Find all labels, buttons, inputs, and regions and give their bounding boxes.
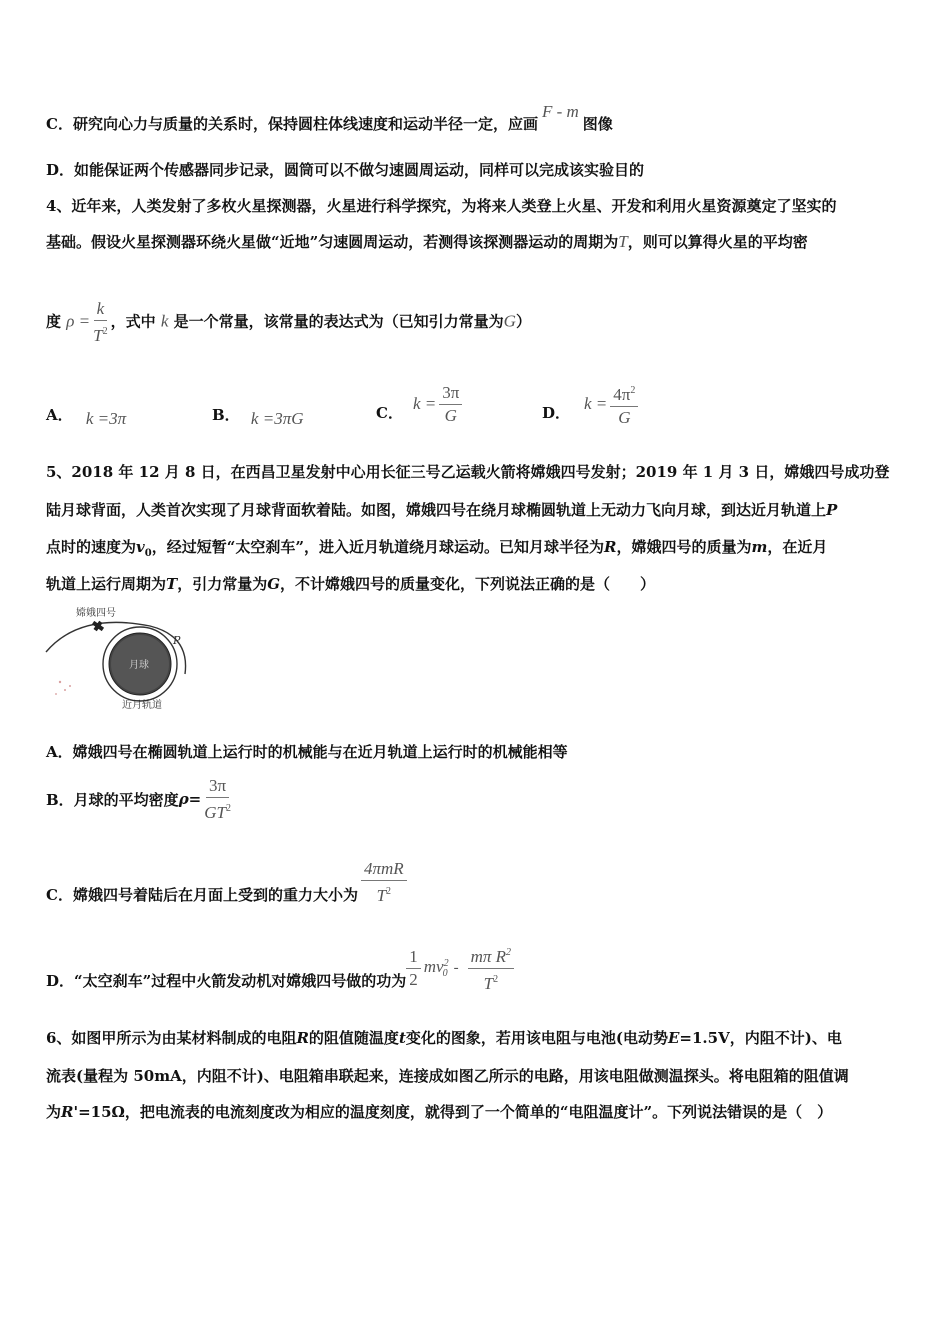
q5-option-b-den: GT: [204, 802, 226, 822]
q5-r-symbol: R: [603, 538, 617, 556]
q5-option-d-mv-text: mv: [423, 956, 444, 976]
q4-density-fraction: $\frac{k}{T^2}$: [93, 299, 108, 345]
q4-option-d-label: D．: [542, 403, 571, 422]
q5-option-b-rho: ρ=: [178, 790, 202, 808]
orbit-label: 近月轨道: [122, 700, 162, 711]
q4-stem-line3-a: 度: [46, 312, 62, 331]
q5-option-c: [46, 856, 410, 908]
q4-option-c-fraction: [439, 384, 462, 425]
q5-option-a: A．嫦娥四号在椭圆轨道上运行时的机械能与在近月轨道上运行时的机械能相等: [46, 743, 568, 761]
q4-option-d-fraction: $\frac{4\pi^2}{G}$: [610, 382, 638, 427]
q4-stem-line3-c: 是一个常量，该常量的表达式为（已知引力常量为: [173, 312, 504, 331]
q4-stem-line2-b: ，则可以算得火星的平均密: [627, 233, 808, 251]
q4-density-den: T: [93, 326, 103, 345]
q4-stem-line3: [46, 300, 531, 345]
q4-period-symbol: T: [618, 232, 628, 251]
q5-option-d-half-den: 2: [409, 969, 418, 989]
q6-stem-line3-a: 为: [46, 1103, 62, 1121]
q4-option-a-label: A．: [46, 406, 73, 424]
q4-option-a: [46, 404, 127, 428]
q6-rprime-symbol: R': [61, 1103, 79, 1121]
q6-stem-line1: [46, 1028, 842, 1048]
q5-stem-line3: [46, 537, 827, 564]
q5-option-b: [46, 774, 234, 824]
q4-g-symbol: G: [503, 311, 516, 331]
q5-option-b-text: B．月球的平均密度: [46, 790, 179, 809]
q4-option-b-label: B．: [212, 406, 240, 424]
q5-point-p: P: [826, 501, 838, 519]
q6-e-symbol: E: [667, 1029, 680, 1047]
probe-label: 嫦娥四号: [76, 608, 116, 619]
q4-stem-line2-a: 基础。假设火星探测器环绕火星做“近地”匀速圆周运动，若测得该探测器运动的周期为: [46, 233, 619, 251]
q3-option-c-formula: F - m: [541, 102, 579, 121]
q6-stem-line3: [46, 1102, 832, 1122]
q5-option-d-half-num: 1: [406, 948, 421, 969]
q6-r-symbol: R: [296, 1029, 309, 1047]
q4-option-d-den: G: [618, 407, 631, 427]
q5-option-c-den: T: [376, 885, 387, 905]
q5-option-d-num: mπ R: [470, 946, 507, 966]
q6-stem-line2: 流表(量程为 50mA，内阻不计)、电阻箱串联起来，连接成如图乙所示的电路，用该电阻做测温探头。将电阻箱的阻值调: [46, 1067, 849, 1085]
q4-option-c-num: 3π: [439, 384, 462, 405]
q4-rho: ρ =: [66, 311, 91, 331]
q5-g-symbol: G: [267, 575, 281, 593]
q5-stem-line4-b: ，引力常量为: [177, 575, 268, 593]
moon-label: 月球: [129, 660, 149, 671]
q4-option-d-num: 4π: [613, 384, 631, 404]
q5-option-c-text: C．嫦娥四号着陆后在月面上受到的重力大小为: [46, 885, 358, 904]
q6-stem-line1-d: =1.5V，内阻不计)、电: [679, 1029, 842, 1047]
q5-option-d-mv: $mv^2_0$: [423, 956, 449, 980]
q4-option-c-den: G: [444, 405, 457, 425]
q4-option-d: [542, 380, 641, 428]
probe-icon: [90, 618, 106, 633]
q4-stem-line2: [46, 232, 808, 252]
q4-stem-line1: 4、近年来，人类发射了多枚火星探测器，火星进行科学探究，为将来人类登上火星、开发和利用火星资源奠定了坚实的: [46, 197, 837, 215]
q5-v0: v: [136, 538, 145, 556]
q6-stem-line1-c: 变化的图象，若用该电阻与电池(电动势: [405, 1029, 668, 1047]
q5-stem-line3-a: 点时的速度为: [46, 538, 137, 556]
q5-stem-line4-c: ，不计嫦娥四号的质量变化，下列说法正确的是（ ）: [280, 575, 656, 593]
q5-stem-line1: 5、2018 年 12 月 8 日，在西昌卫星发射中心用长征三号乙运载火箭将嫦娥四号发射；2019 年 1 月 3 日，嫦娥四号成功登: [46, 463, 890, 481]
q5-v0-sub: 0: [144, 548, 152, 559]
q5-t-symbol: T: [166, 575, 178, 593]
q5-orbit-diagram: [40, 602, 200, 714]
q3-option-c-text: C．研究向心力与质量的关系时，保持圆柱体线速度和运动半径一定，应画: [46, 115, 538, 133]
q4-stem-line3-d: ）: [515, 312, 531, 331]
q4-density-num: k: [94, 300, 108, 321]
q5-stem-line4-a: 轨道上运行周期为: [46, 575, 167, 593]
q4-option-a-expr: k =3π: [85, 409, 127, 428]
q4-option-b: [212, 404, 304, 428]
q4-stem-line3-b: ，式中: [110, 312, 156, 331]
q5-option-d-minus: -: [453, 959, 459, 976]
q4-option-c-lhs: k =: [412, 394, 437, 413]
q5-m-symbol: m: [751, 538, 768, 556]
q5-option-d-text: D．“太空刹车”过程中火箭发动机对嫦娥四号做的功为: [46, 971, 407, 990]
q5-option-b-num: 3π: [206, 777, 229, 798]
q6-stem-line3-b: =15Ω，把电流表的电流刻度改为相应的温度刻度，就得到了一个简单的“电阻温度计”。下列说法错误的是（ ）: [78, 1103, 833, 1121]
q3-option-c-tail: 图像: [582, 115, 613, 133]
q5-stem-line2: [46, 500, 837, 520]
q5-stem-line3-b: ，经过短暂“太空刹车”，进入近月轨道绕月球运动。已知月球半径为: [151, 538, 604, 556]
q5-option-b-fraction: $\frac{3\pi}{GT^2}$: [204, 775, 231, 822]
q4-option-c-label: C．: [376, 403, 403, 422]
q5-option-c-num: 4πmR: [361, 860, 407, 881]
q4-option-c: [376, 380, 465, 428]
q5-option-d-den: T: [483, 973, 494, 993]
p-label: P: [173, 634, 181, 647]
q3-option-c: [46, 102, 613, 134]
q5-stem-line4: [46, 574, 655, 594]
q3-option-d: D．如能保证两个传感器同步记录，圆筒可以不做匀速圆周运动，同样可以完成该实验目的: [46, 161, 645, 179]
q6-t-symbol: t: [398, 1029, 406, 1047]
q5-stem-line2-text: 陆月球背面，人类首次实现了月球背面软着陆。如图，嫦娥四号在绕月球椭圆轨道上无动力飞向月球，到达近月轨道上: [46, 501, 827, 519]
q6-stem-line1-b: 的阻值随温度: [308, 1029, 399, 1047]
q5-stem-line3-c: ，嫦娥四号的质量为: [616, 538, 752, 556]
q6-stem-line1-a: 6、如图甲所示为由某材料制成的电阻: [46, 1029, 297, 1047]
q5-option-d-half: [406, 948, 421, 989]
q5-option-d-fraction: $\frac{m\pi R^2}{T^2}$: [468, 944, 514, 993]
q4-option-b-expr: k =3πG: [250, 409, 304, 428]
q5-option-c-fraction: $\frac{\text{4πmR}}{T^2}$: [361, 860, 407, 905]
q4-k-symbol: k: [160, 311, 169, 331]
q5-stem-line3-d: ，在近月: [767, 538, 828, 556]
q4-option-d-lhs: k =: [584, 394, 608, 413]
q5-option-d: [46, 942, 517, 994]
